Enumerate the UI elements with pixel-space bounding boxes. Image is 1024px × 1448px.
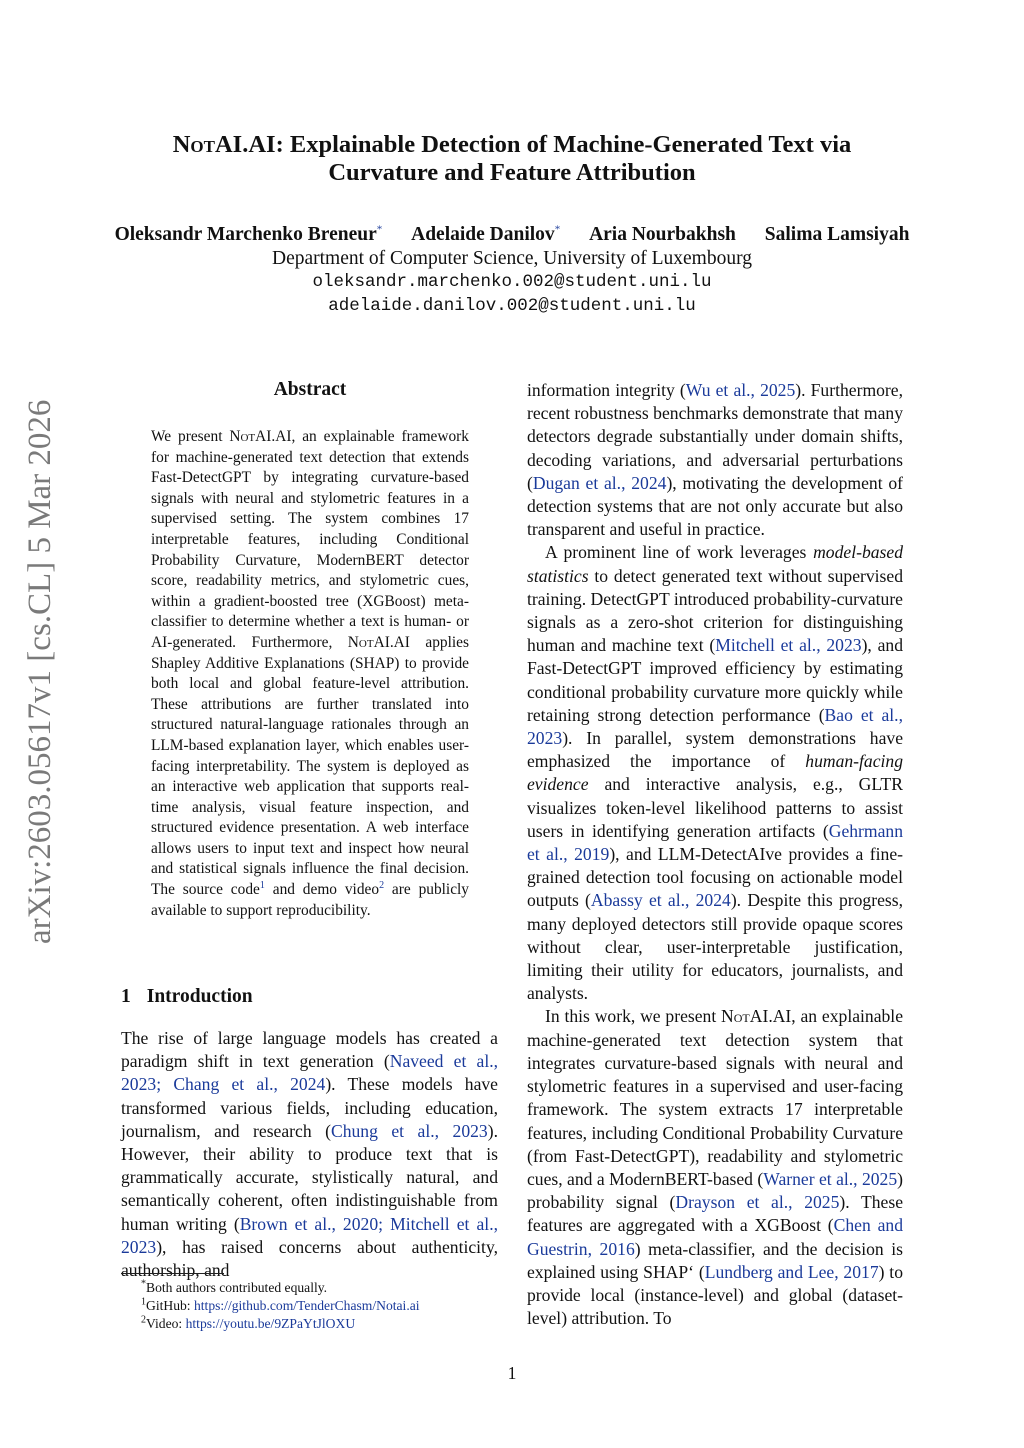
footnote-ref[interactable]: 2	[379, 879, 385, 891]
author: Aria Nourbakhsh	[589, 224, 736, 245]
author: Oleksandr Marchenko Breneur*	[114, 223, 383, 245]
citation-link[interactable]: Warner et al., 2025	[763, 1168, 898, 1189]
citation-link[interactable]: Wu et al., 2025	[685, 380, 796, 400]
abstract-heading: Abstract	[273, 379, 347, 400]
arxiv-stamp: arXiv:2603.05617v1 [cs.CL] 5 Mar 2026	[22, 399, 58, 944]
citation-link[interactable]: Chen and Guestrin, 2016	[527, 1215, 903, 1259]
citation-link[interactable]: Bao et al., 2023	[527, 704, 903, 749]
paragraph: A prominent line of work leverages model-based statistics to detect generated text without supervised training. DetectGPT introduced probability-curvature signals as a zero-shot criterion for distinguishing human and machine text (Mitchell et al., 2023), and Fast-DetectGPT improved efficiency by estimating conditional probability curvature more quickly while retaining strong detection performance (Bao et al., 2023). In parallel, system demonstrations have emphasized the importance of human-facing evidence and interactive analysis, e.g., GLTR visualizes token-level likelihood patterns to assist users in identifying generation artifacts (Gehrmann et al., 2019), and LLM-DetectAIve provides a fine-grained detection tool focusing on actionable model outputs (Abassy et al., 2024). Despite this progress, many deployed detectors still provide opaque scores without clear, user-interpretable justification, limiting their utility for educators, journalists, and analysts.	[527, 542, 903, 1004]
footnote: $^1$GitHub: https://github.com/TenderChasm/Notai.ai	[141, 1296, 420, 1313]
footnote-ref[interactable]: 1	[259, 879, 265, 891]
citation-link[interactable]: Drayson et al., 2025	[675, 1192, 840, 1213]
title-system-name: NotAI.AI	[172, 131, 276, 158]
author-email[interactable]: oleksandr.marchenko.002@student.uni.lu	[312, 272, 712, 292]
author-list	[40, 223, 984, 247]
title-line2: Curvature and Feature Attribution	[328, 159, 696, 186]
paragraph: In this work, we present NotAI.AI, an explainable machine-generated text detection system that integrates curvature-based signals with neural and stylometric features in a supervised and user-facing framework. The system extracts 17 interpretable features, including Conditional Probability Curvature (from Fast-DetectGPT), readability and stylometric cues, and a ModernBERT-based (Warner et al., 2025) probability signal (Drayson et al., 2025). These features are aggregated with a XGBoost (Chen and Guestrin, 2016) meta-classifier, and the decision is explained using SHAP‘ (Lundberg and Lee, 2017) to provide local (instance-level) and global (dataset-level) attribution. To	[527, 1006, 904, 1329]
citation-link[interactable]: Abassy et al., 2024	[590, 890, 731, 911]
footnote: $^2$Video: https://youtu.be/9ZPaYtJlOXU	[141, 1314, 356, 1331]
citation-link[interactable]: Mitchell et al., 2023	[121, 1213, 498, 1257]
author: Adelaide Danilov*	[411, 223, 561, 245]
abstract-body: We present NotAI.AI, an explainable framework for machine-generated text detection that extends Fast-DetectGPT by integrating curvature-based signals with neural and stylometric features in a supervised setting. The system combines 17 interpretable features, including Conditional Probability Curvature, ModernBERT detector score, readability metrics, and stylometric cues, within a gradient-boosted tree (XGBoost) meta-classifier to determine whether a text is human- or AI-generated. Furthermore, NotAI.AI applies Shapley Additive Explanations (SHAP) to provide both local and global feature-level attribution. These attributions are further translated into structured natural-language rationales through an LLM-based explanation layer, which enables user-facing interpretability. The system is deployed as an interactive web application that supports real-time analysis, visual feature inspection, and structured evidence presentation. A web interface allows users to input text and inspect how neural and statistical signals influence the final decision. The source code$^1$ and demo video$^2$ are publicly available to support reproducibility.	[151, 428, 470, 919]
footnotes	[121, 1279, 501, 1332]
citation-link[interactable]: Naveed et al., 2023	[121, 1051, 499, 1095]
title-line1: : Explainable Detection of Machine-Generated Text via	[275, 131, 852, 158]
page-number: 1	[507, 1363, 517, 1383]
citation-link[interactable]: Chung et al., 2023	[330, 1120, 488, 1141]
intro-left-column: The rise of large language models has created a paradigm shift in text generation (Naveed et al., 2023; Chang et al., 2024). These models have transformed various fields, including education, journalism, and research (Chung et al., 2023). However, their ability to produce text that is grammatically accurate, stylistically natural, and semantically coherent, often indistinguishable from human writing (Brown et al., 2020; Mitchell et al., 2023), has raised concerns about authenticity, authorship, and	[121, 1028, 499, 1281]
citation-link[interactable]: Mitchell et al., 2023	[715, 635, 862, 656]
video-link[interactable]: https://youtu.be/9ZPaYtJlOXU	[185, 1315, 356, 1331]
author: Salima Lamsiyah	[764, 224, 910, 245]
citation-link[interactable]: Gehrmann et al., 2019	[527, 820, 903, 865]
citation-link[interactable]: Dugan et al., 2024	[532, 472, 667, 493]
paragraph: information integrity (Wu et al., 2025). Furthermore, recent robustness benchmarks demonstrate that many detectors degrade substantially under domain shifts, decoding variations, and adversarial perturbations (Dugan et al., 2024), motivating the development of detection systems that are not only accurate but also transparent and useful in practice.	[527, 380, 903, 540]
intro-right-column	[527, 379, 903, 1330]
paper-title	[100, 131, 924, 187]
author-email[interactable]: adelaide.danilov.002@student.uni.lu	[328, 296, 696, 316]
github-link[interactable]: https://github.com/TenderChasm/Notai.ai	[193, 1297, 420, 1313]
citation-link[interactable]: Chang et al., 2024	[173, 1074, 326, 1095]
footnote: *Both authors contributed equally.	[141, 1278, 328, 1295]
citation-link[interactable]: Lundberg and Lee, 2017	[704, 1261, 879, 1282]
section-heading: 1 Introduction	[121, 986, 253, 1007]
footnote-rule	[121, 1273, 224, 1274]
affiliation: Department of Computer Science, University of Luxembourg	[272, 248, 752, 269]
citation-link[interactable]: Brown et al., 2020	[239, 1213, 379, 1234]
